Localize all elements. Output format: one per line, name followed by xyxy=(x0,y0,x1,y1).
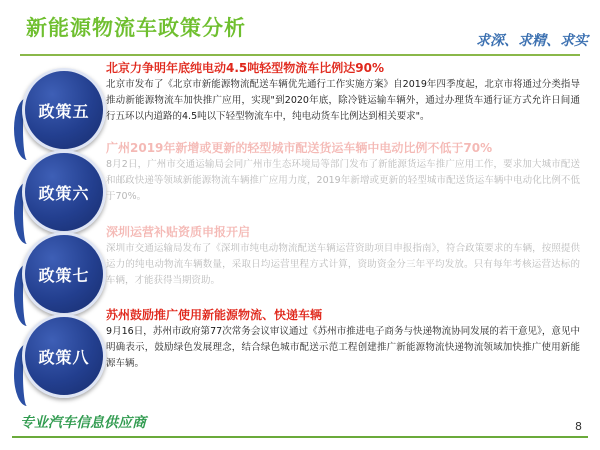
policy-label: 政策五 xyxy=(38,101,90,121)
policy-badge xyxy=(22,232,106,316)
footer-tagline: 专业汽车信息供应商 xyxy=(20,415,146,431)
policy-item xyxy=(106,140,580,205)
policy-headline: 北京力争明年底纯电动4.5吨轻型物流车比例达90% xyxy=(106,61,384,75)
header-divider xyxy=(20,54,580,56)
policy-item xyxy=(106,60,580,125)
policy-body: 北京市发布了《北京市新能源物流配送车辆优先通行工作实施方案》自2019年四季度起，北京市将通过分类指导推动新能源物流车加快推广应用，实现"到2020年底，除冷链运输车辆外，通过办理货车通行证方式允许日间通行五环以内道路的4.5吨以下轻型物流车中，纯电动货车比例达到相关要求"。 xyxy=(106,79,580,122)
policy-headline: 广州2019年新增或更新的轻型城市配送货运车辆中电动比例不低于70% xyxy=(106,141,493,155)
policy-label: 政策八 xyxy=(38,347,90,367)
policy-body: 深圳市交通运输局发布了《深圳市纯电动物流配送车辆运营资助项目申报指南》，符合政策要求的车辆，按照提供运力的纯电动物流车辆数量，采取日均运营里程方式计算，资助资金分三年平均发放。只有每年考核运营达标的车辆，才能获得当期资助。 xyxy=(106,243,580,286)
policy-item xyxy=(106,224,580,289)
policy-headline: 苏州鼓励推广使用新能源物流、快递车辆 xyxy=(106,308,323,322)
slide-title: 新能源物流车政策分析 xyxy=(26,16,246,40)
slogan: 求深、求精、求实 xyxy=(476,33,588,49)
policy-item xyxy=(106,307,580,372)
page-number: 8 xyxy=(575,420,582,433)
policy-body: 8月2日，广州市交通运输局会同广州市生态环境局等部门发布了新能源货运车推广应用工作，要求加大城市配送和邮政快递等领域新能源物流车辆推广应用力度，2019年新增或更新的轻型城市配送货运车辆中电动化比例不低于70%。 xyxy=(106,159,580,202)
policy-headline: 深圳运营补贴资质申报开启 xyxy=(106,225,251,239)
footer-divider xyxy=(12,436,588,438)
policy-badge xyxy=(22,150,106,234)
policy-body: 9月16日，苏州市政府第77次常务会议审议通过《苏州市推进电子商务与快递物流协同发展的若干意见》，意见中明确表示，鼓励绿色发展理念，结合绿色城市配送示范工程创建推广新能源物流快递物流领域加快推广使用新能源车辆。 xyxy=(106,326,580,369)
policy-timeline xyxy=(14,66,106,386)
policy-badge xyxy=(22,314,106,398)
policy-label: 政策七 xyxy=(38,265,90,285)
slide-header xyxy=(0,0,600,58)
policy-label: 政策六 xyxy=(38,183,90,203)
policy-badge xyxy=(22,68,106,152)
